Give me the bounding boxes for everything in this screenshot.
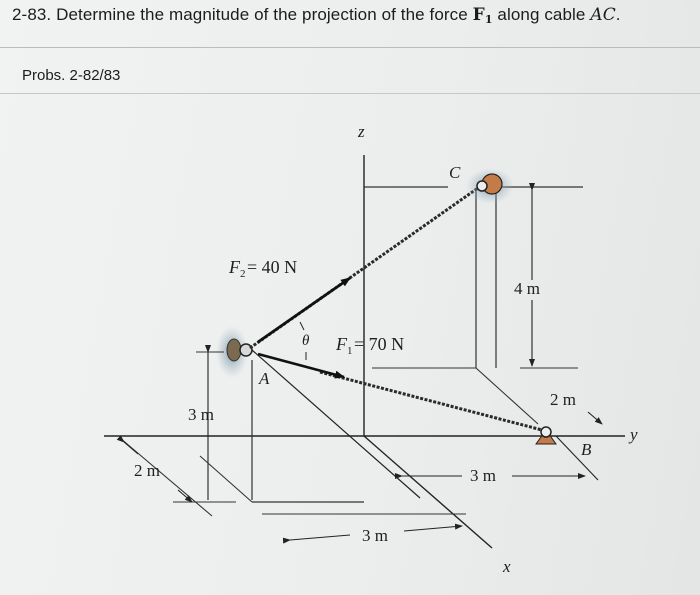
y-axis-label: y	[630, 425, 638, 444]
dimension-line	[178, 490, 192, 502]
f2-value: = 40 N	[247, 257, 298, 277]
construction-line	[252, 350, 420, 498]
dimension-line	[290, 535, 350, 540]
point-a-label: A	[259, 369, 270, 388]
ring-anchor-c	[477, 181, 487, 191]
dimension-line	[124, 442, 138, 454]
dim-2m-left: 2 m	[134, 461, 160, 480]
angle-theta: θ	[302, 333, 310, 349]
dim-4m: 4 m	[514, 279, 540, 298]
point-b-label: B	[581, 440, 592, 459]
problem-text-end: .	[615, 5, 621, 24]
f2-symbol: F	[229, 257, 240, 277]
construction-line	[476, 368, 538, 424]
force-symbol: F	[472, 5, 485, 25]
wall-anchor	[227, 339, 241, 361]
force-subscript: 1	[484, 13, 493, 26]
dim-3m-bottom: 3 m	[362, 526, 388, 545]
probs-label: Probs. 2-82/83	[22, 67, 121, 84]
dim-2m-right: 2 m	[550, 390, 576, 409]
problem-text-middle: along cable	[492, 5, 591, 24]
ring-anchor-b	[541, 427, 551, 437]
f1-value: = 70 N	[354, 334, 405, 354]
cable-ab	[320, 372, 542, 430]
f2-subscript: 2	[240, 268, 246, 280]
dim-3m-right: 3 m	[470, 466, 496, 485]
problem-number: 2-83.	[12, 5, 52, 24]
z-axis-label: z	[358, 122, 365, 141]
angle-arc	[300, 322, 304, 330]
f1-subscript: 1	[347, 345, 353, 357]
dim-3m-left: 3 m	[188, 405, 214, 424]
f1-symbol: F	[336, 334, 347, 354]
dimension-line	[404, 526, 462, 531]
dimension-tick	[556, 436, 598, 480]
ring-anchor-a	[240, 344, 252, 356]
problem-text: Determine the magnitude of the projection of the force	[56, 5, 473, 24]
force-f1-arrow	[258, 354, 344, 377]
x-axis-label: x	[503, 557, 511, 576]
point-c-label: C	[449, 163, 461, 182]
dimension-line	[588, 412, 602, 424]
cable-name: AC	[590, 5, 616, 25]
